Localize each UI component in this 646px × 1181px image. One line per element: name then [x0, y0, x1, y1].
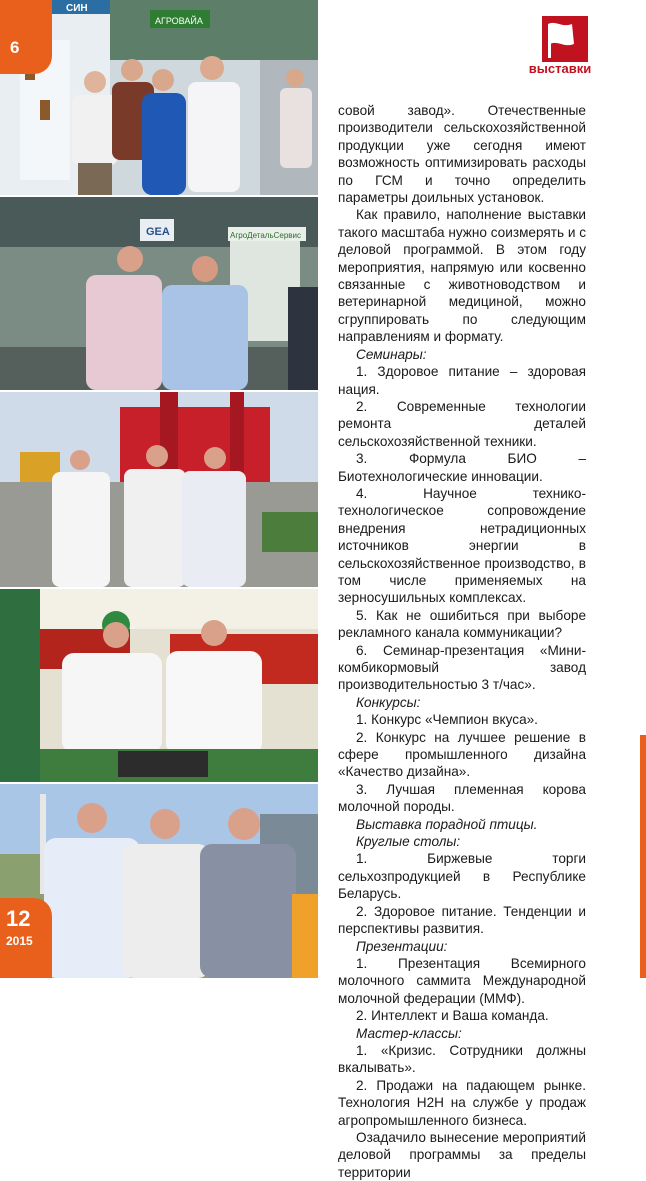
paragraph: 2. Продажи на падающем рынке. Технология H2H на службе у продаж агропромышленного бизнеса. [338, 1077, 586, 1128]
page-year: 2015 [6, 934, 33, 948]
flag-logo-icon [540, 16, 590, 64]
booth-sign-sin: СИН [66, 3, 88, 14]
paragraph: 3. Формула БИО – Биотехнологические инновации. [338, 451, 586, 484]
paragraph: 2. Современные технологии ремонта деталей сельскохозяйственной техники. [338, 398, 586, 449]
paragraph: 6. Семинар-презентация «Мини-комбикормовый завод производительностью 3 т/час». [338, 642, 586, 693]
paragraph: 5. Как не ошибиться при выборе рекламного канала коммуникации? [338, 607, 586, 641]
photo-two-men-seated [0, 589, 318, 782]
photo-two-men-gea [0, 197, 318, 390]
paragraph: совой завод». Отечественные производители сельскохозяйственной продукции уже сегодня имеют возможность оптимизировать расходы по ГСМ и точно определить параметры доильных установок. [338, 103, 586, 206]
paragraph: Как правило, наполнение выставки такого масштаба нужно соизмерять и с деловой программой. В этом году мероприятия, напрямую или косвенно связанные с животноводством и ветеринарной медициной, можно сгруппировать по следующим направлениям и формату. [338, 207, 586, 345]
paragraph: 1. Здоровое питание – здоровая нация. [338, 364, 586, 397]
paragraph: 2. Интеллект и Ваша команда. [356, 1008, 549, 1024]
paragraph: 1. Презентация Всемирного молочного саммита Международной молочной федерации (ММФ). [338, 955, 586, 1006]
booth-sign-gea: GEA [146, 226, 170, 238]
side-accent-strip [640, 735, 646, 978]
photo-column [0, 0, 318, 978]
subheading: Семинары: [356, 346, 427, 362]
subheading: Круглые столы: [356, 834, 461, 850]
paragraph: 2. Конкурс на лучшее решение в сфере промышленного дизайна «Качество дизайна». [338, 729, 586, 780]
article-text [338, 102, 586, 1181]
section-label: выставки [528, 61, 592, 76]
subheading: Выставка порадной птицы. [356, 816, 538, 832]
subheading: Презентации: [356, 938, 448, 954]
subheading: Конкурсы: [356, 694, 421, 710]
paragraph: 3. Лучшая племенная корова молочной породы. [338, 781, 586, 815]
paragraph: 1. «Кризис. Сотрудники должны вкалывать». [338, 1042, 586, 1076]
booth-sign-agrodetalservis: АгроДетальСервис [230, 231, 302, 240]
page-number: 12 [6, 906, 31, 931]
top-page-tab [0, 0, 52, 74]
paragraph: 1. Конкурс «Чемпион вкуса». [356, 712, 538, 728]
bottom-page-tab [0, 898, 52, 978]
photo-three-men-machinery [0, 392, 318, 587]
top-page-number: 6 [10, 38, 20, 57]
paragraph: Озадачило вынесение мероприятий деловой программы за пределы территории [338, 1129, 586, 1180]
booth-sign-agrovaya: АГРОВАЙА [155, 16, 203, 26]
paragraph: 2. Здоровое питание. Тенденции и перспективы развития. [338, 903, 586, 937]
subheading: Мастер-классы: [356, 1025, 462, 1041]
paragraph: 1. Биржевые торги сельхозпродукцией в Республике Беларусь. [338, 851, 586, 902]
paragraph: 4. Научное технико-технологическое сопровождение внедрения нетрадиционных источников энергии в сельскохозяйственное производство, в том числе применяемых на зерносушильных комплексах. [338, 485, 586, 606]
